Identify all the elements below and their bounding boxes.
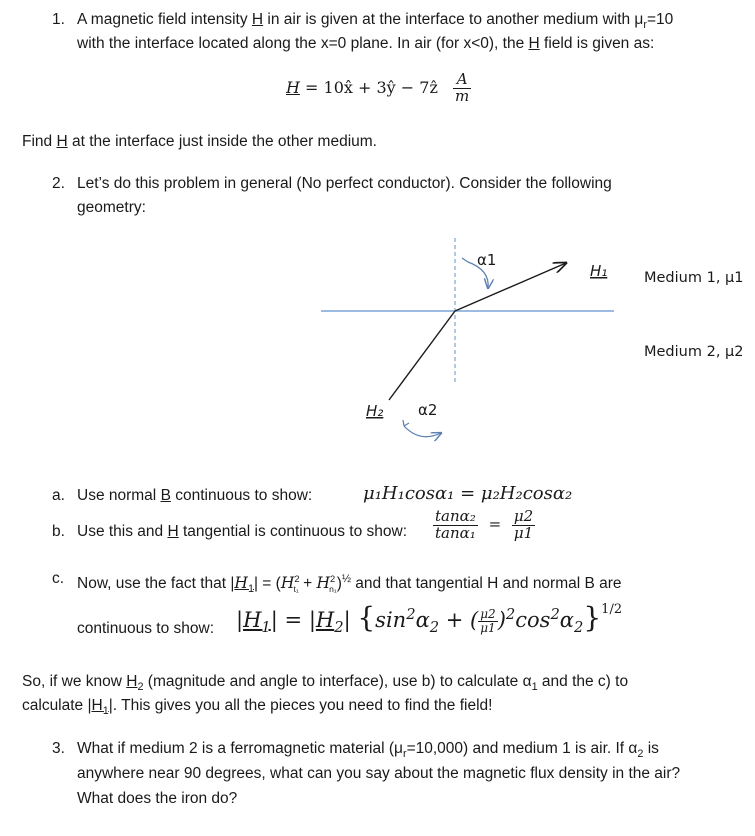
medium1-label: Medium 1, μ1: [644, 270, 744, 286]
q2b-text: Use this and H tangential is continuous to show:: [77, 523, 408, 540]
q2c-text1: Now, use the fact that $|H_1| = (H^2_{t_1} + H^2_{n_1})^{\frac{1}{2}}$ and that tangential H and normal B are: [77, 573, 622, 596]
q1-equation: H = 10x̂ + 3ŷ − 7ẑ $\frac{A}{m}$: [286, 70, 470, 105]
q2b-num: tanα₂: [435, 507, 476, 525]
q2a-equation: μ₁H₁cosα₁ = μ₂H₂cosα₂: [363, 483, 573, 504]
alpha2-arc: [404, 426, 441, 437]
alpha1-arc-tail: [462, 258, 468, 262]
h2-vector: [389, 311, 455, 400]
q2b-label: b.: [52, 523, 65, 540]
q2b-equation: [433, 509, 535, 542]
q1-find: Find H at the interface just inside the other medium.: [22, 133, 377, 150]
q2b-equals: =: [488, 515, 502, 534]
q1-line2: with the interface located along the x=0 plane. In air (for x<0), the H field is given as:: [77, 35, 655, 52]
alpha2-label: α2: [418, 401, 438, 419]
q1-equation-rhs: = 10x̂ + 3ŷ − 7ẑ: [305, 77, 438, 97]
alpha2-arc-head: [403, 420, 409, 426]
q2c-equation: $|H_1| = |H_2|$ {$\sin^2\alpha_2$ + ( $\frac{\mu 2}{\mu 1}$ )$^2\cos^2\alpha_2\}^{1/2}$: [236, 601, 623, 637]
medium2-label: Medium 2, μ2: [644, 344, 744, 360]
q2-line2: geometry:: [77, 199, 146, 216]
q2c-label: c.: [52, 570, 65, 587]
summary-line1: So, if we know $H_2$ (magnitude and angle to interface), use b) to calculate $\alpha_1$ and the c) to: [22, 673, 629, 694]
q3-number: 3.: [52, 740, 65, 757]
q2a-label: a.: [52, 487, 65, 504]
q3-line1: What if medium 2 is a ferromagnetic material $(\mu_r=10,000)$ and medium 1 is air. If $\alpha_2$ is: [77, 740, 659, 761]
h2-label: H₂: [366, 402, 384, 420]
h1-label: H₁: [590, 262, 608, 280]
alpha1-label: α1: [477, 251, 497, 269]
h1-vector: [455, 263, 566, 311]
q1-unit-num: A: [453, 72, 471, 89]
q3-line2: anywhere near 90 degrees, what can you say about the magnetic flux density in the air?: [77, 765, 681, 782]
q1-line1: A magnetic field intensity H in air is given at the interface to another medium with $\mu_r=10$: [77, 11, 674, 32]
q2-line1: Let’s do this problem in general (No perfect conductor). Consider the following: [77, 175, 612, 192]
q2c-text2: continuous to show:: [77, 620, 215, 637]
q2b-den: tanα₁: [435, 523, 476, 542]
q2b-num2: μ2: [513, 507, 534, 525]
q2a-text: Use normal B continuous to show:: [77, 487, 313, 504]
summary-line2: calculate $|H_1|$. This gives you all the pieces you need to find the field!: [22, 697, 493, 718]
q1-number: 1.: [52, 11, 65, 28]
q3-line3: What does the iron do?: [77, 790, 238, 807]
boundary-diagram: [0, 230, 755, 450]
q2-number: 2.: [52, 175, 65, 192]
q1-unit-den: m: [455, 86, 470, 105]
q2b-den2: μ1: [513, 523, 534, 542]
